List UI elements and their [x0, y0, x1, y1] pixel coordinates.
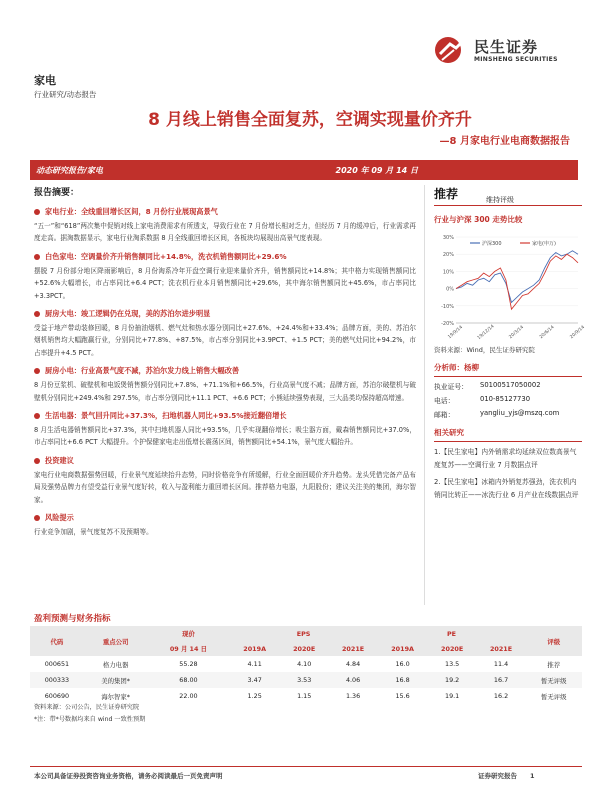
- x-tick-label: 20/6/14: [538, 325, 556, 341]
- summary-item-title: 厨房大电：竣工逻辑仍在兑现，美的苏泊尔进步明显: [45, 309, 211, 319]
- contact-value: S0100517050002: [480, 381, 541, 389]
- summary-item: [34, 513, 416, 538]
- th-date: 09 月 14 日: [147, 641, 229, 656]
- footer-divider: [30, 766, 582, 767]
- table-header-row: [30, 626, 582, 641]
- summary-item: [34, 207, 416, 245]
- bullet-dot-icon: [34, 458, 40, 464]
- table-cell: 600690: [44, 692, 70, 700]
- industry-label: 家电: [34, 74, 56, 87]
- x-tick-label: 20/3/14: [508, 325, 525, 341]
- footer-page: 证券研究报告 1: [478, 772, 535, 780]
- bullet-dot-icon: [34, 209, 40, 215]
- summary-item: [34, 411, 416, 449]
- report-title: 8 月线上销售全面复苏，空调实现量价齐升: [148, 110, 472, 130]
- trend-chart-svg: [434, 231, 586, 342]
- rating-label: 维持评级: [486, 196, 514, 204]
- contact-key: 执业证号：: [434, 383, 468, 391]
- table-heading: 盈利预测与财务指标: [34, 614, 111, 624]
- related-heading: 相关研究: [434, 428, 464, 437]
- contact-row: [434, 409, 582, 419]
- contact-row: [434, 395, 582, 405]
- analyst-heading: 分析师：杨柳: [434, 363, 479, 372]
- contact-value: 010-85127730: [480, 395, 531, 403]
- table-cell: 15.6: [395, 692, 410, 700]
- summary-item-title: 家电行业：全线重回增长区间，8 月份行业展现高景气: [45, 207, 218, 216]
- logo-mark-icon: [434, 34, 470, 66]
- series-line: [456, 254, 578, 309]
- th-year: 2019A: [230, 641, 280, 656]
- summary-item-head: [34, 366, 416, 376]
- contact-key: 邮箱：: [434, 411, 455, 419]
- table-cell: 19.2: [428, 672, 477, 688]
- summary-item: [34, 309, 416, 359]
- summary-item: [34, 366, 416, 404]
- summary-item-head: [34, 456, 416, 466]
- table-cell: 4.11: [247, 660, 262, 668]
- table-cell: 16.2: [493, 692, 509, 700]
- summary-item-head: [34, 207, 416, 217]
- table-cell: 000333: [30, 672, 84, 688]
- table-cell: 3.47: [230, 672, 280, 688]
- x-tick-label: 19/12/14: [476, 324, 496, 342]
- table-note: 资料来源：公司公告，民生证券研究院: [34, 704, 140, 711]
- th-year: 2021E: [329, 641, 378, 656]
- summary-body: [34, 200, 416, 539]
- contact-key: 电话：: [434, 397, 455, 405]
- th-pe: PE: [378, 626, 526, 641]
- table-row: [30, 656, 582, 672]
- table-cell: 3.53: [280, 672, 329, 688]
- bullet-dot-icon: [34, 254, 40, 260]
- recommend-label: 推荐: [434, 187, 459, 201]
- column-divider: [424, 185, 425, 605]
- y-tick-label: 30%: [442, 235, 454, 241]
- th-rating: 评级: [525, 626, 582, 656]
- chart-source: 资料来源：Wind，民生证券研究院: [434, 346, 535, 354]
- table-cell: 4.84: [345, 660, 361, 668]
- divider: [434, 441, 582, 442]
- banner-date: 2020 年 09 月 14 日: [335, 166, 418, 175]
- table-body: [30, 656, 582, 704]
- summary-item: [34, 456, 416, 506]
- table-cell: 1.36: [345, 692, 361, 700]
- company-logo: [434, 34, 584, 68]
- th-code: 代码: [30, 626, 84, 656]
- th-company: 重点公司: [84, 626, 147, 656]
- table-cell: 1.25: [247, 692, 262, 700]
- logo-en: MINSHENG SECURITIES: [474, 56, 558, 63]
- summary-item-title: 风险提示: [45, 513, 74, 523]
- bullet-dot-icon: [34, 515, 40, 521]
- table-note: *注：带*号数据均来自 wind 一致性预期: [34, 716, 146, 723]
- divider: [434, 376, 582, 377]
- y-tick-label: 20%: [442, 252, 454, 259]
- table-cell: 16.7: [477, 672, 526, 688]
- table-cell: 11.4: [493, 660, 509, 668]
- y-tick-label: 0%: [446, 286, 454, 293]
- summary-item-text: “五一”和“618”两次集中促销对线上家电消费需求有所透支，导致行业在 7 月份增长相对乏力，但经历 7 月的缓冲后，行业需求再度走高。据淘数据显示，家电行业淘系数据 8 月全线重回增长区间，各板块均展现出高景气度表现。: [34, 222, 416, 243]
- summary-item-head: [34, 513, 416, 523]
- summary-heading: 报告摘要：: [34, 188, 80, 198]
- banner-left: 动态研究报告/家电: [36, 166, 103, 175]
- analyst-contact: [434, 381, 582, 419]
- table-cell: 19.1: [445, 692, 460, 700]
- summary-item-text: 8 月份豆浆机、破壁机和电饭煲销售额分别同比+7.8%、+71.1%和+66.5%，行业高景气度不减；品牌方面，苏泊尔破壁机与破壁机分别同比+249.4%和 297.5%，市占率分别同比+11.1 PCT、+6.6 PCT；小熊延续强势表现，三大品类均保持超高增速。: [34, 381, 416, 402]
- contact-row: [434, 381, 582, 391]
- table-cell: 推荐: [547, 660, 561, 669]
- summary-item-text: 家电行业电商数据强势回暖，行业景气度延续抬升态势，同时价格竞争有所缓解，行业全面回暖价齐升趋势。龙头凭借完备产品布局及强势品牌力有望受益行业景气度好转，收入与盈利能力重回增长区间。推荐格力电器，九阳股份；建议关注美的集团，海尔智家。: [34, 470, 416, 504]
- report-subtitle: —8 月家电行业电商数据报告: [439, 136, 570, 147]
- y-tick-label: 10%: [442, 269, 454, 276]
- y-tick-label: -10%: [441, 303, 454, 310]
- report-banner: [30, 160, 578, 180]
- table-notes: [34, 702, 145, 726]
- table-cell: 55.28: [179, 660, 198, 668]
- table-cell: 暂无评级: [540, 692, 567, 701]
- table-cell: 68.00: [147, 672, 229, 688]
- y-tick-label: -20%: [441, 321, 454, 327]
- th-year: 2020E: [280, 641, 329, 656]
- th-year: 2021E: [477, 641, 526, 656]
- trend-chart: [434, 231, 586, 342]
- summary-item-title: 投资建议: [45, 455, 74, 465]
- table-cell: 美的集团*: [84, 672, 147, 688]
- table-cell: 1.15: [297, 692, 312, 700]
- th-year: 2019A: [378, 641, 428, 656]
- summary-item: [34, 252, 416, 302]
- th-year: 2020E: [428, 641, 477, 656]
- related-item[interactable]: 1.【民生家电】内外销需求均延续双位数高景气度复苏——空调行业 7 月数据点评: [434, 448, 577, 469]
- summary-item-head: [34, 411, 416, 421]
- related-item[interactable]: 2.【民生家电】冰箱内外销复苏强劲，洗衣机内销同比转正——冰洗行业 6 月产业在线数据点评: [434, 478, 579, 499]
- summary-item-title: 厨房小电：行业高景气度不减，苏泊尔发力线上销售大幅改善: [45, 366, 240, 376]
- summary-item-text: 摆脱 7 月份部分地区降雨影响后，8 月份淘系冷年开盘空调行业迎来量价齐升，销售额同比+14.8%；其中格力实现销售额同比+52.6%大幅增长，市占率同比+6.4 PCT；洗衣机行业本月销售额同比+29.6%，其中海尔销售额同比+45.6%，市占率同比+3.3PCT。: [34, 266, 416, 300]
- summary-item-text: 受益于地产带动装修回暖，8 月份抽油烟机、燃气灶和热水器分别同比+27.6%、+24.4%和+33.4%；品牌方面，美的、苏泊尔烟机销售均大幅跑赢行业，分别同比+77.8%、+87.5%，市占率分别同比+3.9PCT、+1.5 PCT；美的燃气灶同比+94.2%，市占率提升+4.5 PCT。: [34, 324, 416, 357]
- legend-label: 沪深300: [482, 241, 502, 247]
- summary-item-head: [34, 252, 416, 262]
- summary-item-text: 行业竞争加剧，景气度复苏不及预期等。: [34, 528, 153, 537]
- x-tick-label: 19/9/14: [447, 325, 464, 341]
- divider: [434, 205, 582, 206]
- contact-value[interactable]: yangliu_yjs@mszq.com: [480, 409, 560, 417]
- table-cell: 暂无评级: [525, 672, 582, 688]
- table-cell: 4.10: [297, 660, 312, 668]
- logo-cn: 民生证券: [474, 38, 539, 56]
- summary-item-head: [34, 309, 416, 319]
- summary-item-title: 生活电器：景气回升同比+37.3%，扫地机器人同比+93.5%接近翻倍增长: [45, 411, 287, 421]
- table-cell: 4.06: [329, 672, 378, 688]
- bullet-dot-icon: [34, 368, 40, 374]
- forecast-table: [30, 626, 582, 704]
- table-cell: 000651: [44, 660, 70, 668]
- summary-item-title: 白色家电：空调量价齐升销售额同比+14.8%，洗衣机销售额同比+29.6%: [45, 251, 287, 261]
- table-cell: 13.5: [445, 660, 460, 668]
- th-price: 现价: [147, 626, 229, 641]
- th-eps: EPS: [230, 626, 378, 641]
- bullet-dot-icon: [34, 413, 40, 419]
- table-cell: 海尔智家*: [101, 692, 130, 701]
- chart-heading: 行业与沪深 300 走势比较: [434, 215, 523, 224]
- summary-item-text: 8 月生活电器销售额同比+37.3%，其中扫地机器人同比+93.5%，几乎实现翻倍增长；吸尘器方面，戴森销售额同比+37.0%，市占率同比+6.6 PCT 大幅提升。个护保健家电走出低增长震荡区间，销售额同比+54.1%，景气度大幅抬升。: [34, 426, 416, 447]
- sidebar: [434, 185, 586, 502]
- bullet-dot-icon: [34, 311, 40, 317]
- table-cell: 16.8: [378, 672, 428, 688]
- table-cell: 22.00: [179, 692, 198, 700]
- report-category: 行业研究/动态报告: [34, 90, 97, 99]
- x-tick-label: 20/9/14: [569, 325, 586, 341]
- table-row: [30, 672, 582, 688]
- legend-label: 家电(申万): [532, 241, 556, 247]
- table-cell: 16.0: [395, 660, 410, 668]
- table-cell: 格力电器: [102, 660, 129, 669]
- footer-disclaimer[interactable]: 本公司具备证券投资咨询业务资格，请务必阅读最后一页免责声明: [34, 772, 223, 780]
